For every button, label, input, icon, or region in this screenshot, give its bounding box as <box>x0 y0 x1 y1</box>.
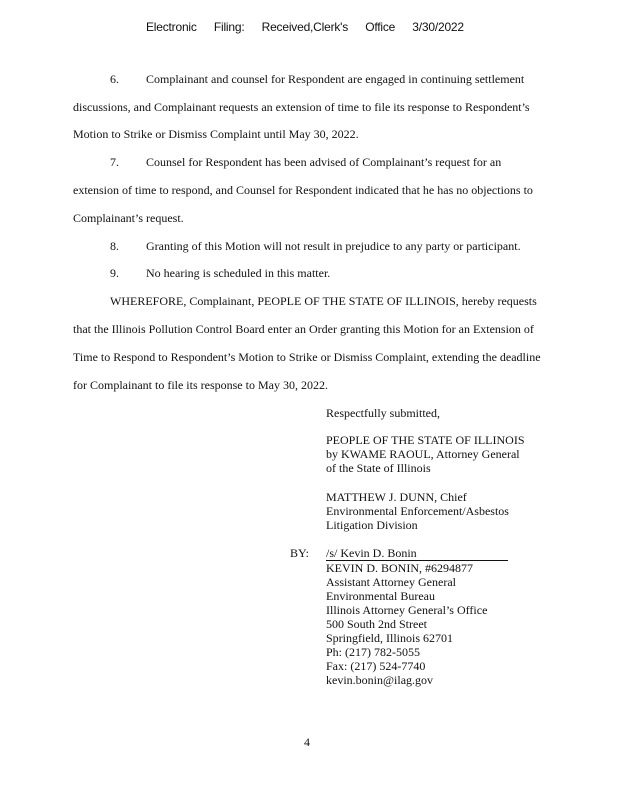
wherefore-line-2: that the Illinois Pollution Control Board enter an Order granting this Motion for an Extension of <box>73 322 534 336</box>
chief-division-1: Environmental Enforcement/Asbestos <box>326 504 509 518</box>
para-7-line-3: Complainant’s request. <box>73 211 184 225</box>
attorney-city: Springfield, Illinois 62701 <box>326 631 453 645</box>
attorney-bureau: Environmental Bureau <box>326 589 435 603</box>
chief-block <box>326 490 509 532</box>
attorney-general-line: by KWAME RAOUL, Attorney General <box>326 447 520 461</box>
wherefore-line-4: for Complainant to file its response to May 30, 2022. <box>73 378 328 392</box>
header-filing: Filing: <box>213 20 245 34</box>
by-label: BY: <box>290 546 309 560</box>
header-electronic: Electronic <box>146 20 197 34</box>
wherefore-line-1: WHEREFORE, Complainant, PEOPLE OF THE STATE OF ILLINOIS, hereby requests <box>110 294 537 308</box>
para-6-text-1: Complainant and counsel for Respondent are engaged in continuing settlement <box>146 72 525 86</box>
electronic-signature: /s/ Kevin D. Bonin <box>326 546 508 561</box>
para-7-line-1 <box>110 155 501 170</box>
attorney-street: 500 South 2nd Street <box>326 617 427 631</box>
header-date: 3/30/2022 <box>412 20 464 34</box>
attorney-general-line-2: of the State of Illinois <box>326 461 431 475</box>
para-6-line-1 <box>110 72 524 87</box>
para-6-line-2: discussions, and Complainant requests an extension of time to file its response to Respondent’s <box>73 100 530 114</box>
attorney-fax: Fax: (217) 524-7740 <box>326 659 426 673</box>
party-name: PEOPLE OF THE STATE OF ILLINOIS <box>326 433 525 447</box>
para-8-line-1 <box>110 239 521 254</box>
attorney-name: KEVIN D. BONIN, #6294877 <box>326 561 473 575</box>
attorney-block <box>326 546 508 687</box>
attorney-title: Assistant Attorney General <box>326 575 456 589</box>
page-number: 4 <box>304 735 310 749</box>
para-7-number: 7. <box>110 155 119 169</box>
filing-stamp-header <box>146 20 478 34</box>
closing: Respectfully submitted, <box>326 406 440 420</box>
para-9-text-1: No hearing is scheduled in this matter. <box>146 266 331 280</box>
attorney-phone: Ph: (217) 782-5055 <box>326 645 420 659</box>
para-6-line-3: Motion to Strike or Dismiss Complaint until May 30, 2022. <box>73 127 359 141</box>
chief-name: MATTHEW J. DUNN, Chief <box>326 490 467 504</box>
header-received: Received,Clerk's <box>261 20 349 34</box>
attorney-email[interactable]: kevin.bonin@ilag.gov <box>326 673 434 687</box>
wherefore-line-3: Time to Respond to Respondent’s Motion to Strike or Dismiss Complaint, extending the deadline <box>73 350 541 364</box>
para-7-line-2: extension of time to respond, and Counsel for Respondent indicated that he has no objections to <box>73 183 533 197</box>
attorney-office: Illinois Attorney General’s Office <box>326 603 488 617</box>
party-block <box>326 433 525 475</box>
para-9-line-1 <box>110 266 330 281</box>
para-6-number: 6. <box>110 72 119 86</box>
para-9-number: 9. <box>110 266 119 280</box>
chief-division-2: Litigation Division <box>326 518 418 532</box>
para-8-number: 8. <box>110 239 119 253</box>
para-8-text-1: Granting of this Motion will not result in prejudice to any party or participant. <box>146 239 521 253</box>
header-office: Office <box>365 20 396 34</box>
para-7-text-1: Counsel for Respondent has been advised of Complainant’s request for an <box>146 155 502 169</box>
